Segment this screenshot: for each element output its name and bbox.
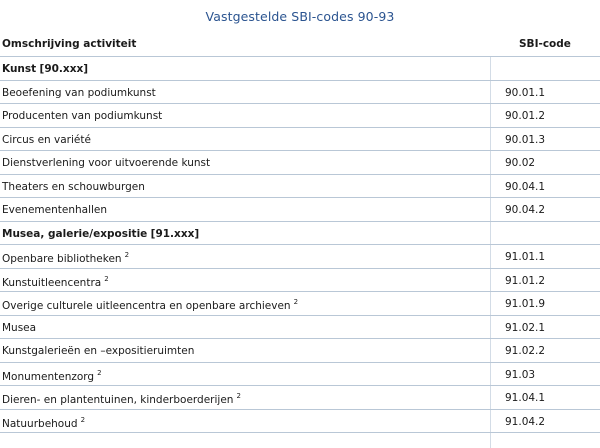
activity-description — [2, 322, 36, 334]
label-text: Musea, galerie/expositie — [2, 227, 148, 240]
table-row — [0, 245, 600, 269]
sbi-code: 90.04.1 — [505, 180, 546, 193]
section-label — [2, 63, 88, 75]
activity-description — [2, 345, 194, 357]
label-text: Dieren- en plantentuinen, kinderboerderijen — [2, 394, 234, 406]
table-row — [0, 151, 600, 175]
activity-description — [2, 181, 145, 193]
table-row — [0, 175, 600, 199]
table-row — [0, 339, 600, 363]
sbi-code: 90.02 — [505, 157, 536, 169]
section-label — [2, 228, 199, 240]
label-text: Beoefening van podiumkunst — [2, 86, 156, 99]
footnote-marker: 2 — [293, 298, 299, 306]
label-text: Circus en variété — [2, 133, 91, 146]
table-row — [0, 104, 600, 128]
activity-description — [2, 369, 102, 383]
section-code-range — [36, 63, 88, 75]
sbi-code: 90.01.1 — [505, 86, 546, 99]
activity-description — [2, 275, 109, 289]
label-text: Producenten van podiumkunst — [2, 110, 163, 122]
activity-description — [2, 134, 91, 146]
table-row — [0, 198, 600, 222]
footnote-marker: 2 — [124, 251, 130, 259]
column-header-description: Omschrijving activiteit — [2, 38, 137, 50]
label-text: Kunstuitleencentra — [2, 276, 102, 289]
sbi-code: 91.03 — [505, 368, 536, 381]
sbi-code: 90.01.3 — [505, 133, 546, 146]
sbi-code: 91.04.1 — [505, 392, 546, 404]
activity-description — [2, 251, 129, 265]
label-text: Theaters en schouwburgen — [2, 180, 145, 193]
sbi-code: 91.02.2 — [505, 345, 546, 357]
page-title: Vastgestelde SBI-codes 90-93 — [205, 9, 395, 24]
table-row — [0, 363, 600, 387]
activity-description — [2, 416, 85, 430]
sbi-code: 91.02.1 — [505, 321, 546, 334]
section-row — [0, 222, 600, 246]
label-text: Openbare bibliotheken — [2, 253, 122, 265]
section-code-range-value: [91.xxx] — [150, 227, 200, 240]
sbi-code: 90.04.2 — [505, 204, 546, 216]
activity-description — [2, 110, 162, 122]
activity-description — [2, 204, 107, 216]
activity-description — [2, 157, 210, 169]
label-text: Monumentenzorg — [2, 370, 95, 383]
section-row — [0, 57, 600, 81]
section-code-range — [147, 228, 199, 240]
sbi-code: 91.01.1 — [505, 251, 546, 263]
section-code-range-value: [90.xxx] — [39, 63, 89, 75]
label-text: Musea — [2, 321, 37, 334]
footnote-marker: 2 — [97, 368, 102, 377]
table-row — [0, 316, 600, 340]
label-text: Kunstgalerieën en –expositieruimten — [2, 345, 195, 357]
label-text: Overige culturele uitleencentra en openbare archieven — [2, 300, 291, 312]
table-row — [0, 292, 600, 316]
activity-description — [2, 298, 298, 312]
sbi-code: 91.01.2 — [505, 274, 546, 287]
activity-description — [2, 87, 156, 99]
column-header-code: SBI-code — [519, 38, 571, 50]
table-row — [0, 410, 600, 434]
footnote-marker: 2 — [80, 415, 86, 424]
table-row — [0, 81, 600, 105]
table-row — [0, 128, 600, 152]
label-text: Kunst — [2, 63, 37, 75]
label-text: Dienstverlening voor uitvoerende kunst — [2, 157, 211, 169]
sbi-code: 90.01.2 — [505, 110, 546, 122]
sbi-code: 91.01.9 — [505, 298, 546, 310]
activity-description — [2, 392, 241, 406]
footnote-marker: 2 — [236, 392, 241, 400]
footnote-marker: 2 — [104, 274, 109, 283]
label-text: Evenementenhallen — [2, 204, 108, 216]
label-text: Natuurbehoud — [2, 417, 78, 430]
table-body — [0, 57, 600, 433]
table-header — [0, 34, 600, 57]
sbi-code: 91.04.2 — [505, 415, 546, 428]
table-row — [0, 269, 600, 293]
table-row — [0, 386, 600, 410]
